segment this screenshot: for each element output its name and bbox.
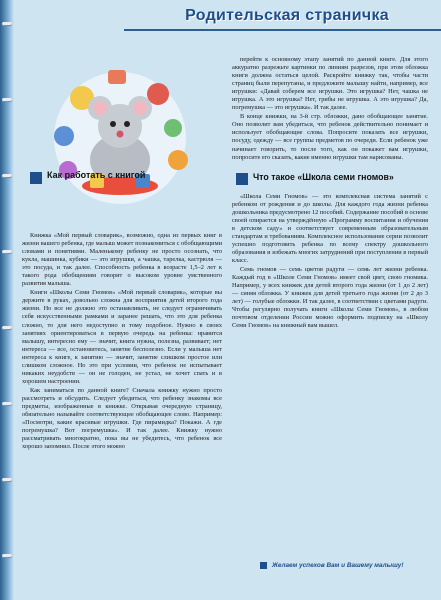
right-column [232,56,428,331]
binding-ring [2,326,12,330]
page-spine [0,0,14,600]
binding-ring [2,554,12,558]
body-paragraph: Как заниматься по данной книге? Сначала книжку нужно просто рассмотреть и обсудить. Следует убедиться, что ребенку знакомы все предметы, изображенные в книжке. Открывая очередную страницу, обязательно называйте соответствующее обобщающее слово. Например: «Посмотри, какие красивые игрушки. Где пирамидка? Покажи. А где погремушка? Вот погремушка». И так далее. Книжку нужно рассматривать многократно, пока вы не убедитесь, что ребенок все хорошо запомнил. После этого можно [22,386,222,451]
body-paragraph: Книги «Школы Семи Гномов» «Мой первый словарик», которые вы держите в руках, довольно сложна для восприятия детей второго года жизни. Но все не должно это останавливать, не следует ограничивать себя искусственными рамками и заранее решать, что это для ребенка сложно, то для него недоступно и тому подобное. Нужно в своих занятиях ориентироваться в первую очередь на ребенка: нравится малышу, интересно ему — значит, книга нужна, полезна, развивает; нет интереса — все, остановитесь, занятие бесполезно. Если у малыша нет интереса к книге, к занятию — значит, занятие слишком простое или слишком сложное. Но это при условии, что ребенок не испытывает никаких неудобств — он не голоден, не устал, не хочет спать и в хорошем настроении. [22,289,222,385]
left-column [22,232,222,452]
section-heading-how-to-work [30,170,150,184]
footer-wish [260,562,430,569]
section-title: Что такое «Школа семи гномов» [253,171,394,182]
body-paragraph: В конце книжки, на 3-й стр. обложки, дано обобщающее занятие. Оно позволит вам убедиться, что ребенок действительно понимает и использует обобщающие слова. Попросите показать все игрушки, посуду, одежду — все группы предметов по очереди. Если ребенок уже начинает говорить, то после того, как он покажет вам игрушки, попросите его сказать, какие именно игрушки там нарисованы. [232,113,428,161]
page-title: Родительская страничка [185,7,389,24]
footer-wish-text: Желаем успехов Вам и Вашему малышу! [272,562,404,569]
section-title: Как работать с книгой [47,170,146,180]
mouse-with-toys-illustration [38,58,203,213]
section-heading-school-of-seven-gnomes [236,172,428,185]
footer-marker-icon [260,562,267,569]
binding-ring [2,22,12,26]
header-rule [124,29,441,31]
binding-ring [2,174,12,178]
body-paragraph: Книжка «Мой первый словарик», возможно, одна из первых книг в жизни вашего ребенка, где малыш может познакомиться с обобщающими словами и понятиями. Маленькому ребенку не просто осознать, что кукла, машинка, кубики — это игрушки, а чашка, тарелка, кастрюля — это посуда, и так далее. Способность ребенка в возрасте 1,5–2 лет к такого рода обобщениям говорит о высоком уровне умственного развития малыша. [22,232,222,288]
binding-ring [2,478,12,482]
binding-ring [2,402,12,406]
body-paragraph: перейти к основному этапу занятий по данной книге. Для этого аккуратно разрежьте картинки по линиям разрезов, при этом обложка книги должна остаться целой. Раскройте книжку так, чтобы части страниц были перепутаны, и предложите малышу найти, например, все игрушки: «Давай соберем все игрушки. Это игрушка? Нет, чашка не игрушка. А это игрушка? Нет, грибы не игрушка. А это игрушка? Да, погремушка — это игрушка». И так далее. [232,56,428,112]
binding-ring [2,250,12,254]
body-paragraph: Семь гномов — семь цветов радуги — семь лет жизни ребенка. Каждый год в «Школе Семи Гномов» имеет свой цвет, свою гномика. Например, у всех книжек для детей второго года жизни (от 1 до 2 лет) — синяя обложка. У книжек для детей третьего года жизни (от 2 до 3 лет) — голубые обложки. И так далее, в соответствии с цветами радуги. Чтобы регулярно получать книги «Школы Семи Гномов», в любом почтовом отделении России можно оформить подписку на «Школу Семи Гномов» на книжный вам вышел. [232,266,428,330]
binding-ring [2,98,12,102]
body-paragraph: «Школа Семи Гномов» — это комплексная система занятий с ребенком от рождения и до школы. Для каждого года жизни ребенка дошкольника предусмотрено 12 пособий. Содержание пособий в основе своей опирается на утверждённую «Программу воспитания и обучения в детском саду» и соответствует современным образовательным стандартам и требованиям. Комплексное использование серии позволит успешно подготовить ребенка по всему спектру дошкольного образования и избежать многих затруднений при поступлении в первый класс. [232,192,429,264]
section-marker-icon [30,172,42,184]
page-header [14,0,441,40]
section-marker-icon [236,173,248,185]
